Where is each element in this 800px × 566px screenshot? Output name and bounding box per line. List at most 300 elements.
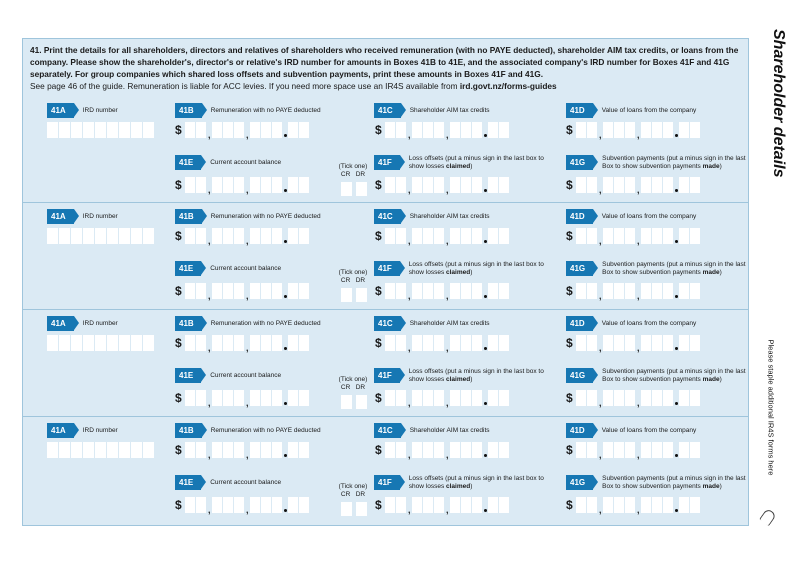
digit-box[interactable]: [614, 228, 624, 244]
digit-box[interactable]: [196, 497, 206, 513]
digit-box[interactable]: [488, 335, 498, 351]
digit-box[interactable]: [499, 228, 509, 244]
digit-box[interactable]: [663, 497, 673, 513]
digit-box[interactable]: [119, 122, 130, 138]
digit-box[interactable]: [107, 335, 118, 351]
digit-box[interactable]: [663, 283, 673, 299]
digit-box[interactable]: [690, 442, 700, 458]
digit-box[interactable]: [47, 228, 58, 244]
digit-box[interactable]: [690, 283, 700, 299]
digit-box[interactable]: [690, 228, 700, 244]
digit-box[interactable]: [652, 390, 662, 406]
digit-box[interactable]: [223, 122, 233, 138]
digit-box[interactable]: [385, 177, 395, 193]
digit-box[interactable]: [119, 228, 130, 244]
digit-box[interactable]: [499, 442, 509, 458]
digit-box[interactable]: [47, 335, 58, 351]
digit-box[interactable]: [423, 442, 433, 458]
digit-box[interactable]: [450, 122, 460, 138]
digit-box[interactable]: [59, 335, 70, 351]
digit-box[interactable]: [690, 122, 700, 138]
amount-input-e[interactable]: [175, 497, 310, 513]
digit-box[interactable]: [603, 283, 613, 299]
digit-box[interactable]: [614, 497, 624, 513]
digit-box[interactable]: [434, 228, 444, 244]
cr-checkbox[interactable]: [341, 182, 352, 196]
digit-box[interactable]: [587, 228, 597, 244]
digit-box[interactable]: [119, 335, 130, 351]
digit-box[interactable]: [385, 122, 395, 138]
digit-box[interactable]: [576, 228, 586, 244]
digit-box[interactable]: [83, 228, 94, 244]
digit-box[interactable]: [412, 122, 422, 138]
digit-box[interactable]: [261, 497, 271, 513]
digit-box[interactable]: [663, 390, 673, 406]
forms-guides-link[interactable]: ird.govt.nz/forms-guides: [459, 81, 557, 91]
digit-box[interactable]: [576, 497, 586, 513]
digit-box[interactable]: [212, 122, 222, 138]
amount-input-g[interactable]: [566, 283, 701, 299]
ird-number-input[interactable]: [47, 228, 155, 244]
digit-box[interactable]: [488, 228, 498, 244]
digit-box[interactable]: [412, 497, 422, 513]
digit-box[interactable]: [212, 177, 222, 193]
digit-box[interactable]: [423, 283, 433, 299]
digit-box[interactable]: [288, 122, 298, 138]
digit-box[interactable]: [131, 335, 142, 351]
amount-input-d[interactable]: [566, 442, 701, 458]
amount-input-g[interactable]: [566, 177, 701, 193]
digit-box[interactable]: [107, 122, 118, 138]
digit-box[interactable]: [223, 228, 233, 244]
digit-box[interactable]: [450, 497, 460, 513]
digit-box[interactable]: [143, 442, 154, 458]
digit-box[interactable]: [234, 283, 244, 299]
amount-input-b[interactable]: [175, 335, 310, 351]
digit-box[interactable]: [499, 122, 509, 138]
digit-box[interactable]: [472, 177, 482, 193]
digit-box[interactable]: [587, 177, 597, 193]
digit-box[interactable]: [641, 390, 651, 406]
digit-box[interactable]: [71, 228, 82, 244]
digit-box[interactable]: [131, 442, 142, 458]
digit-box[interactable]: [272, 283, 282, 299]
digit-box[interactable]: [625, 177, 635, 193]
digit-box[interactable]: [499, 390, 509, 406]
digit-box[interactable]: [396, 177, 406, 193]
digit-box[interactable]: [652, 228, 662, 244]
digit-box[interactable]: [288, 177, 298, 193]
digit-box[interactable]: [614, 122, 624, 138]
digit-box[interactable]: [472, 122, 482, 138]
digit-box[interactable]: [288, 228, 298, 244]
digit-box[interactable]: [603, 390, 613, 406]
digit-box[interactable]: [663, 228, 673, 244]
digit-box[interactable]: [663, 335, 673, 351]
digit-box[interactable]: [212, 442, 222, 458]
digit-box[interactable]: [461, 442, 471, 458]
digit-box[interactable]: [450, 283, 460, 299]
digit-box[interactable]: [472, 335, 482, 351]
digit-box[interactable]: [396, 122, 406, 138]
digit-box[interactable]: [576, 442, 586, 458]
digit-box[interactable]: [261, 122, 271, 138]
digit-box[interactable]: [434, 390, 444, 406]
digit-box[interactable]: [499, 283, 509, 299]
amount-input-e[interactable]: [175, 177, 310, 193]
amount-input-f[interactable]: [375, 390, 510, 406]
digit-box[interactable]: [250, 390, 260, 406]
digit-box[interactable]: [434, 283, 444, 299]
digit-box[interactable]: [641, 228, 651, 244]
digit-box[interactable]: [434, 122, 444, 138]
digit-box[interactable]: [499, 177, 509, 193]
digit-box[interactable]: [185, 228, 195, 244]
digit-box[interactable]: [614, 177, 624, 193]
digit-box[interactable]: [272, 122, 282, 138]
digit-box[interactable]: [59, 122, 70, 138]
digit-box[interactable]: [587, 283, 597, 299]
digit-box[interactable]: [679, 335, 689, 351]
digit-box[interactable]: [95, 335, 106, 351]
digit-box[interactable]: [83, 335, 94, 351]
amount-input-e[interactable]: [175, 390, 310, 406]
digit-box[interactable]: [212, 335, 222, 351]
digit-box[interactable]: [143, 122, 154, 138]
digit-box[interactable]: [679, 122, 689, 138]
digit-box[interactable]: [461, 122, 471, 138]
digit-box[interactable]: [261, 228, 271, 244]
digit-box[interactable]: [690, 335, 700, 351]
digit-box[interactable]: [652, 177, 662, 193]
digit-box[interactable]: [472, 283, 482, 299]
digit-box[interactable]: [423, 335, 433, 351]
amount-input-b[interactable]: [175, 228, 310, 244]
digit-box[interactable]: [423, 177, 433, 193]
digit-box[interactable]: [71, 122, 82, 138]
amount-input-d[interactable]: [566, 228, 701, 244]
digit-box[interactable]: [576, 390, 586, 406]
digit-box[interactable]: [196, 177, 206, 193]
digit-box[interactable]: [641, 283, 651, 299]
digit-box[interactable]: [603, 177, 613, 193]
digit-box[interactable]: [250, 228, 260, 244]
digit-box[interactable]: [261, 335, 271, 351]
digit-box[interactable]: [234, 390, 244, 406]
digit-box[interactable]: [450, 177, 460, 193]
digit-box[interactable]: [576, 283, 586, 299]
digit-box[interactable]: [652, 283, 662, 299]
amount-input-f[interactable]: [375, 177, 510, 193]
digit-box[interactable]: [250, 497, 260, 513]
digit-box[interactable]: [185, 335, 195, 351]
amount-input-c[interactable]: [375, 122, 510, 138]
digit-box[interactable]: [412, 283, 422, 299]
digit-box[interactable]: [272, 335, 282, 351]
digit-box[interactable]: [412, 442, 422, 458]
digit-box[interactable]: [690, 177, 700, 193]
digit-box[interactable]: [250, 335, 260, 351]
digit-box[interactable]: [652, 335, 662, 351]
amount-input-f[interactable]: [375, 497, 510, 513]
digit-box[interactable]: [423, 122, 433, 138]
digit-box[interactable]: [641, 442, 651, 458]
amount-input-d[interactable]: [566, 122, 701, 138]
digit-box[interactable]: [587, 442, 597, 458]
digit-box[interactable]: [396, 497, 406, 513]
digit-box[interactable]: [71, 335, 82, 351]
digit-box[interactable]: [461, 228, 471, 244]
digit-box[interactable]: [234, 442, 244, 458]
digit-box[interactable]: [59, 442, 70, 458]
digit-box[interactable]: [250, 442, 260, 458]
digit-box[interactable]: [299, 228, 309, 244]
digit-box[interactable]: [690, 497, 700, 513]
digit-box[interactable]: [234, 497, 244, 513]
digit-box[interactable]: [223, 335, 233, 351]
digit-box[interactable]: [143, 335, 154, 351]
digit-box[interactable]: [488, 122, 498, 138]
digit-box[interactable]: [603, 442, 613, 458]
ird-number-input[interactable]: [47, 122, 155, 138]
digit-box[interactable]: [690, 390, 700, 406]
digit-box[interactable]: [131, 122, 142, 138]
dr-checkbox[interactable]: [356, 395, 367, 409]
digit-box[interactable]: [250, 283, 260, 299]
digit-box[interactable]: [234, 177, 244, 193]
digit-box[interactable]: [83, 122, 94, 138]
digit-box[interactable]: [212, 228, 222, 244]
digit-box[interactable]: [472, 442, 482, 458]
digit-box[interactable]: [472, 497, 482, 513]
digit-box[interactable]: [450, 228, 460, 244]
digit-box[interactable]: [450, 335, 460, 351]
digit-box[interactable]: [461, 390, 471, 406]
digit-box[interactable]: [185, 442, 195, 458]
digit-box[interactable]: [396, 335, 406, 351]
digit-box[interactable]: [412, 177, 422, 193]
digit-box[interactable]: [261, 390, 271, 406]
digit-box[interactable]: [396, 390, 406, 406]
digit-box[interactable]: [261, 442, 271, 458]
digit-box[interactable]: [679, 228, 689, 244]
digit-box[interactable]: [212, 497, 222, 513]
digit-box[interactable]: [196, 442, 206, 458]
dr-checkbox[interactable]: [356, 182, 367, 196]
ird-number-input[interactable]: [47, 335, 155, 351]
digit-box[interactable]: [299, 390, 309, 406]
digit-box[interactable]: [603, 497, 613, 513]
digit-box[interactable]: [185, 177, 195, 193]
digit-box[interactable]: [299, 177, 309, 193]
digit-box[interactable]: [587, 497, 597, 513]
digit-box[interactable]: [196, 228, 206, 244]
digit-box[interactable]: [488, 442, 498, 458]
amount-input-c[interactable]: [375, 228, 510, 244]
digit-box[interactable]: [434, 335, 444, 351]
digit-box[interactable]: [95, 228, 106, 244]
digit-box[interactable]: [576, 122, 586, 138]
cr-checkbox[interactable]: [341, 288, 352, 302]
dr-checkbox[interactable]: [356, 502, 367, 516]
digit-box[interactable]: [272, 228, 282, 244]
digit-box[interactable]: [423, 228, 433, 244]
digit-box[interactable]: [385, 390, 395, 406]
digit-box[interactable]: [299, 335, 309, 351]
digit-box[interactable]: [385, 228, 395, 244]
digit-box[interactable]: [299, 283, 309, 299]
digit-box[interactable]: [434, 442, 444, 458]
digit-box[interactable]: [107, 228, 118, 244]
amount-input-c[interactable]: [375, 335, 510, 351]
digit-box[interactable]: [625, 228, 635, 244]
amount-input-d[interactable]: [566, 335, 701, 351]
digit-box[interactable]: [423, 497, 433, 513]
digit-box[interactable]: [625, 335, 635, 351]
digit-box[interactable]: [679, 442, 689, 458]
digit-box[interactable]: [587, 390, 597, 406]
digit-box[interactable]: [196, 390, 206, 406]
digit-box[interactable]: [641, 335, 651, 351]
digit-box[interactable]: [488, 177, 498, 193]
digit-box[interactable]: [107, 442, 118, 458]
digit-box[interactable]: [663, 122, 673, 138]
digit-box[interactable]: [196, 283, 206, 299]
digit-box[interactable]: [625, 122, 635, 138]
digit-box[interactable]: [603, 335, 613, 351]
digit-box[interactable]: [679, 283, 689, 299]
digit-box[interactable]: [288, 442, 298, 458]
digit-box[interactable]: [47, 122, 58, 138]
digit-box[interactable]: [652, 442, 662, 458]
digit-box[interactable]: [450, 442, 460, 458]
digit-box[interactable]: [223, 177, 233, 193]
digit-box[interactable]: [196, 122, 206, 138]
digit-box[interactable]: [614, 335, 624, 351]
digit-box[interactable]: [119, 442, 130, 458]
digit-box[interactable]: [641, 122, 651, 138]
digit-box[interactable]: [223, 442, 233, 458]
digit-box[interactable]: [95, 442, 106, 458]
digit-box[interactable]: [641, 177, 651, 193]
digit-box[interactable]: [212, 390, 222, 406]
digit-box[interactable]: [234, 122, 244, 138]
digit-box[interactable]: [185, 497, 195, 513]
amount-input-c[interactable]: [375, 442, 510, 458]
digit-box[interactable]: [625, 283, 635, 299]
digit-box[interactable]: [396, 283, 406, 299]
digit-box[interactable]: [385, 335, 395, 351]
digit-box[interactable]: [396, 228, 406, 244]
digit-box[interactable]: [423, 390, 433, 406]
digit-box[interactable]: [261, 177, 271, 193]
digit-box[interactable]: [385, 283, 395, 299]
digit-box[interactable]: [461, 335, 471, 351]
digit-box[interactable]: [603, 122, 613, 138]
ird-number-input[interactable]: [47, 442, 155, 458]
digit-box[interactable]: [663, 442, 673, 458]
amount-input-e[interactable]: [175, 283, 310, 299]
digit-box[interactable]: [185, 283, 195, 299]
digit-box[interactable]: [185, 122, 195, 138]
digit-box[interactable]: [412, 335, 422, 351]
amount-input-b[interactable]: [175, 122, 310, 138]
digit-box[interactable]: [614, 283, 624, 299]
digit-box[interactable]: [385, 442, 395, 458]
digit-box[interactable]: [196, 335, 206, 351]
digit-box[interactable]: [288, 390, 298, 406]
digit-box[interactable]: [434, 177, 444, 193]
digit-box[interactable]: [625, 390, 635, 406]
digit-box[interactable]: [143, 228, 154, 244]
digit-box[interactable]: [234, 335, 244, 351]
digit-box[interactable]: [412, 228, 422, 244]
digit-box[interactable]: [299, 442, 309, 458]
digit-box[interactable]: [250, 122, 260, 138]
digit-box[interactable]: [461, 177, 471, 193]
digit-box[interactable]: [679, 390, 689, 406]
digit-box[interactable]: [385, 497, 395, 513]
digit-box[interactable]: [652, 497, 662, 513]
digit-box[interactable]: [472, 228, 482, 244]
digit-box[interactable]: [288, 283, 298, 299]
cr-checkbox[interactable]: [341, 395, 352, 409]
digit-box[interactable]: [299, 122, 309, 138]
digit-box[interactable]: [603, 228, 613, 244]
digit-box[interactable]: [396, 442, 406, 458]
amount-input-b[interactable]: [175, 442, 310, 458]
digit-box[interactable]: [663, 177, 673, 193]
digit-box[interactable]: [272, 390, 282, 406]
digit-box[interactable]: [576, 177, 586, 193]
amount-input-f[interactable]: [375, 283, 510, 299]
digit-box[interactable]: [461, 497, 471, 513]
digit-box[interactable]: [488, 390, 498, 406]
digit-box[interactable]: [499, 335, 509, 351]
digit-box[interactable]: [223, 390, 233, 406]
digit-box[interactable]: [576, 335, 586, 351]
digit-box[interactable]: [412, 390, 422, 406]
digit-box[interactable]: [679, 177, 689, 193]
digit-box[interactable]: [614, 390, 624, 406]
digit-box[interactable]: [272, 497, 282, 513]
digit-box[interactable]: [679, 497, 689, 513]
digit-box[interactable]: [83, 442, 94, 458]
digit-box[interactable]: [272, 177, 282, 193]
digit-box[interactable]: [625, 497, 635, 513]
digit-box[interactable]: [95, 122, 106, 138]
digit-box[interactable]: [272, 442, 282, 458]
digit-box[interactable]: [625, 442, 635, 458]
digit-box[interactable]: [488, 283, 498, 299]
digit-box[interactable]: [652, 122, 662, 138]
digit-box[interactable]: [472, 390, 482, 406]
amount-input-g[interactable]: [566, 497, 701, 513]
digit-box[interactable]: [587, 122, 597, 138]
digit-box[interactable]: [71, 442, 82, 458]
amount-input-g[interactable]: [566, 390, 701, 406]
digit-box[interactable]: [641, 497, 651, 513]
digit-box[interactable]: [434, 497, 444, 513]
digit-box[interactable]: [499, 497, 509, 513]
digit-box[interactable]: [131, 228, 142, 244]
digit-box[interactable]: [587, 335, 597, 351]
digit-box[interactable]: [47, 442, 58, 458]
digit-box[interactable]: [185, 390, 195, 406]
digit-box[interactable]: [299, 497, 309, 513]
digit-box[interactable]: [614, 442, 624, 458]
digit-box[interactable]: [488, 497, 498, 513]
